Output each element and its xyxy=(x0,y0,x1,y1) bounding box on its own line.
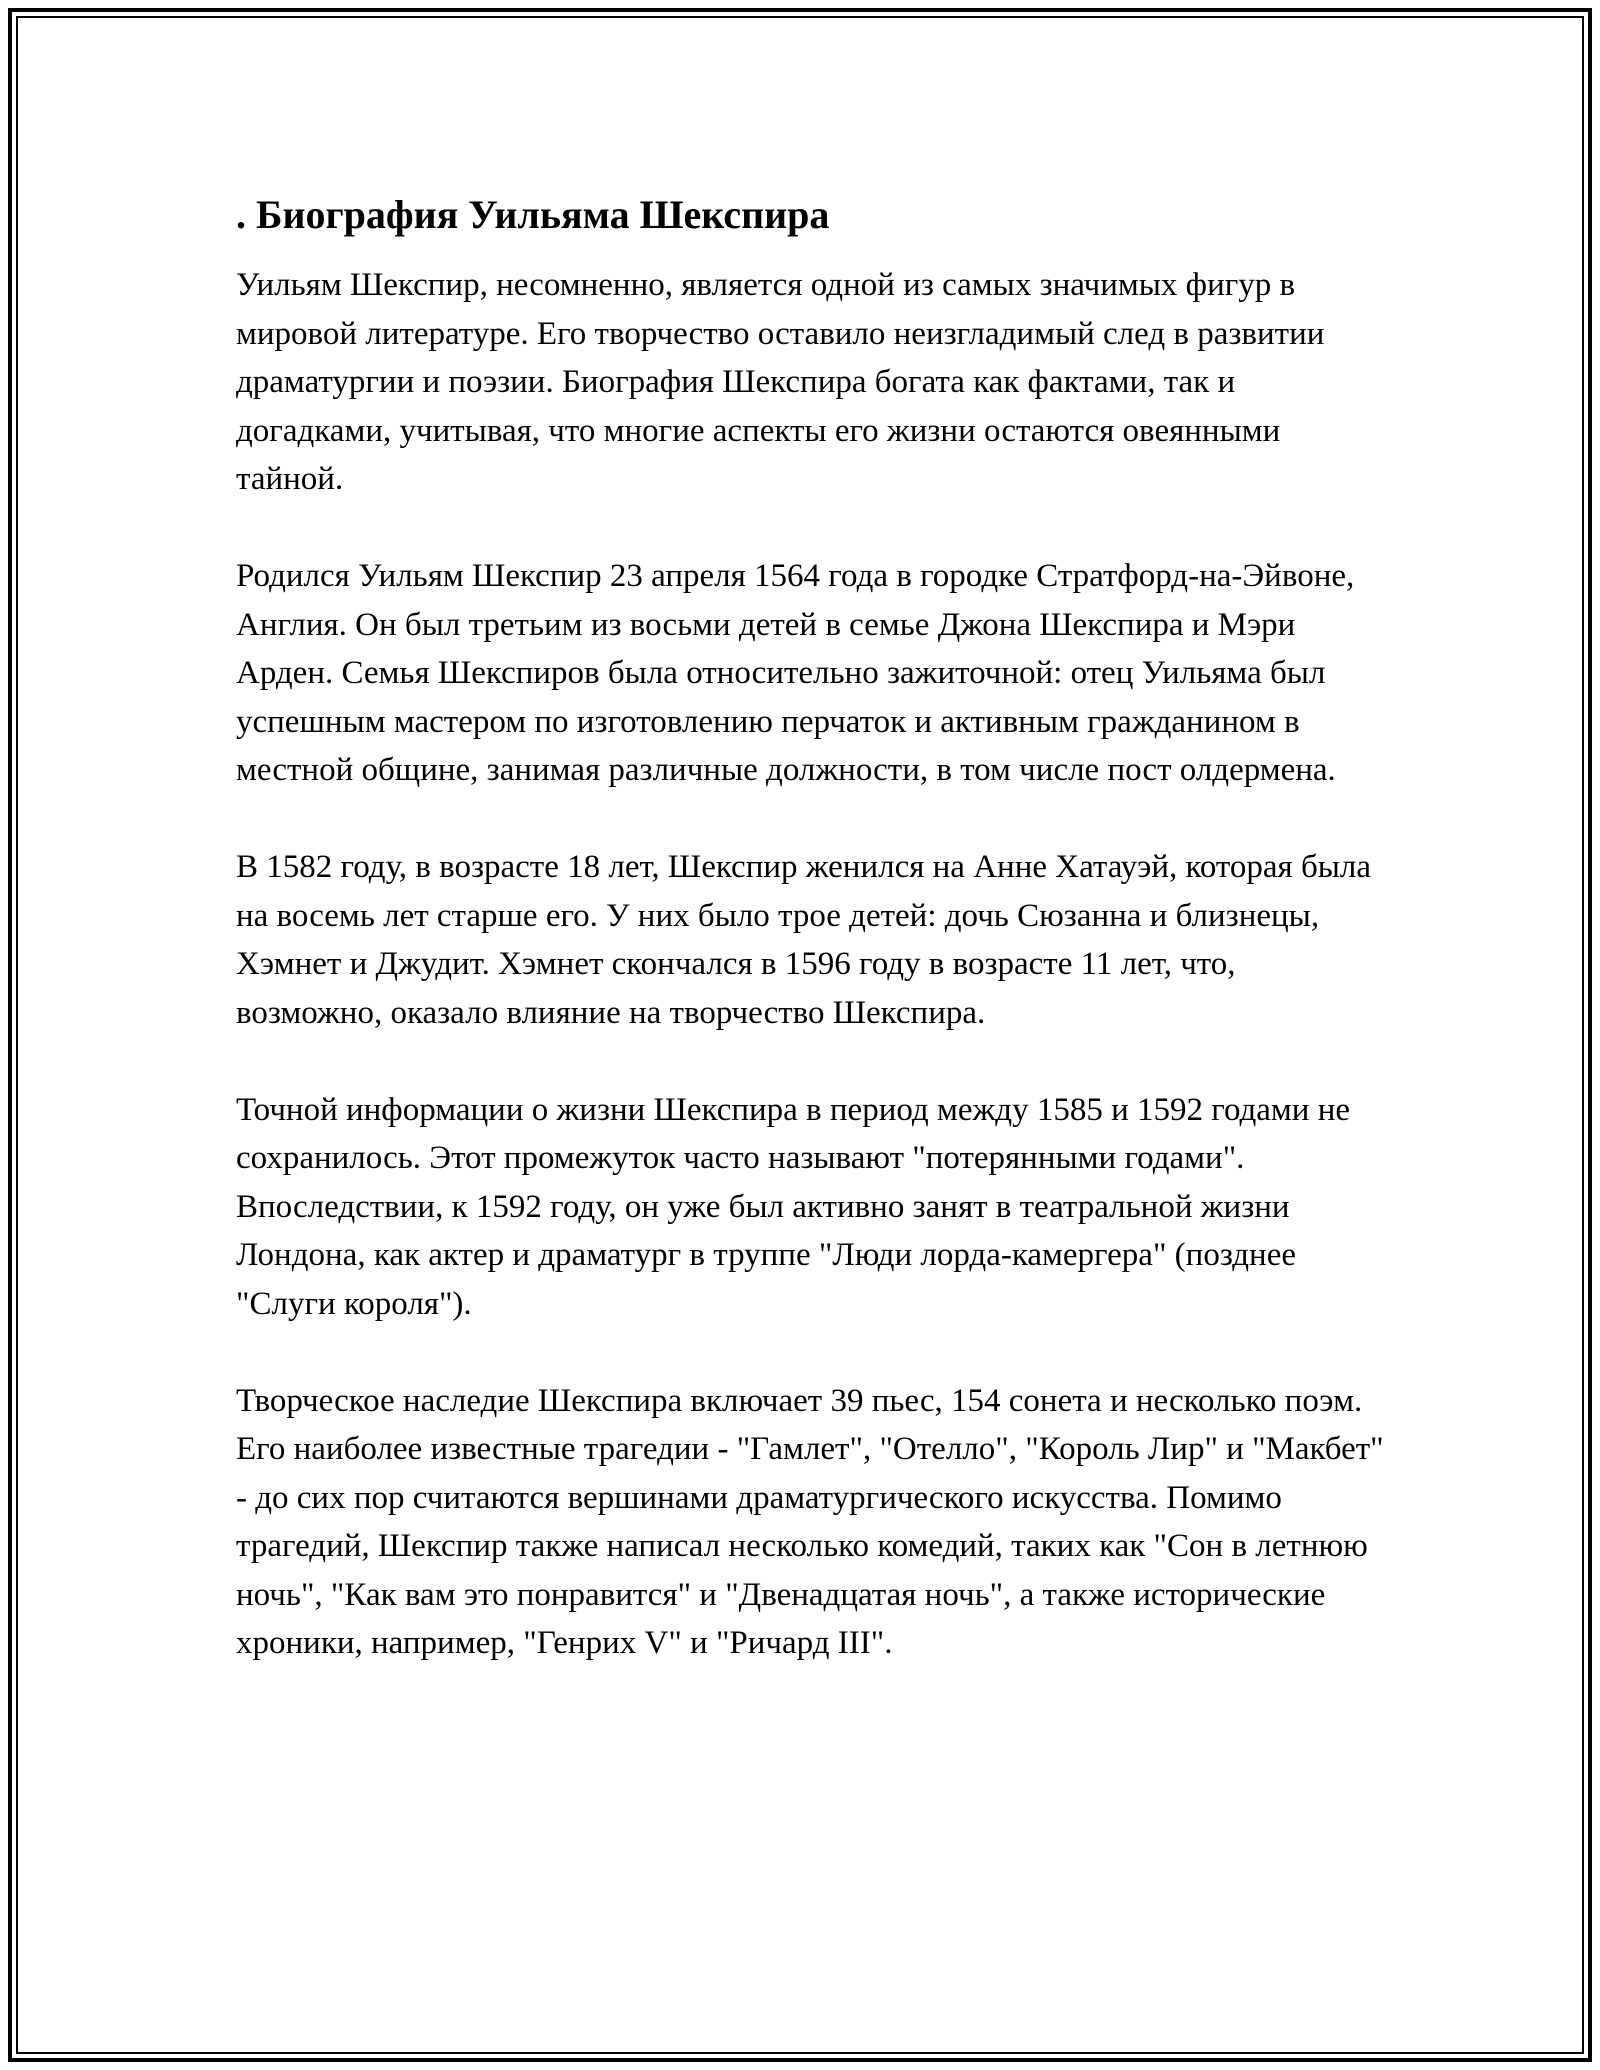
document-title: . Биография Уильяма Шекспира xyxy=(236,192,830,237)
paragraph-lost-years: Точной информации о жизни Шекспира в период между 1585 и 1592 годами не сохранилось. Этот промежуток часто называют "потерянными годами". Впоследствии, к 1592 году, он уже был активно занят в театральной жизни Лондона, как актер и драматург в труппе "Люди лорда-камергера" (позднее "Слуги короля"). xyxy=(236,1091,1351,1322)
paragraph-birth: Родился Уильям Шекспир 23 апреля 1564 года в городке Стратфорд-на-Эйвоне, Англия. Он был третьим из восьми детей в семье Джона Шекспира и Мэри Арден. Семья Шекспиров была относительно зажиточной: отец Уильяма был успешным мастером по изготовлению перчаток и активным гражданином в местной общине, занимая различные должности, в том числе пост олдермена. xyxy=(236,558,1355,788)
paragraph-marriage: В 1582 году, в возрасте 18 лет, Шекспир женился на Анне Хатауэй, которая была на восемь лет старше его. У них было трое детей: дочь Сюзанна и близнецы, Хэмнет и Джудит. Хэмнет скончался в 1596 году в возрасте 11 лет, что, возможно, оказало влияние на творчество Шекспира. xyxy=(236,849,1372,1031)
document-body xyxy=(236,185,1386,1668)
paragraph-introduction: Уильям Шекспир, несомненно, является одной из самых значимых фигур в мировой литературе. Его творчество оставило неизгладимый след в развитии драматургии и поэзии. Биография Шекспира богата как фактами, так и догадками, учитывая, что многие аспекты его жизни остаются овеянными тайной. xyxy=(236,267,1325,497)
paragraph-legacy: Творческое наследие Шекспира включает 39 пьес, 154 сонета и несколько поэм. Его наиболее известные трагедии - "Гамлет", "Отелло", "Король Лир" и "Макбет" - до сих пор считаются вершинами драматургического искусства. Помимо трагедий, Шекспир также написал несколько комедий, таких как "Сон в летнюю ночь", "Как вам это понравится" и "Двенадцатая ночь", а также исторические хроники, например, "Генрих V" и "Ричард III". xyxy=(236,1382,1384,1661)
